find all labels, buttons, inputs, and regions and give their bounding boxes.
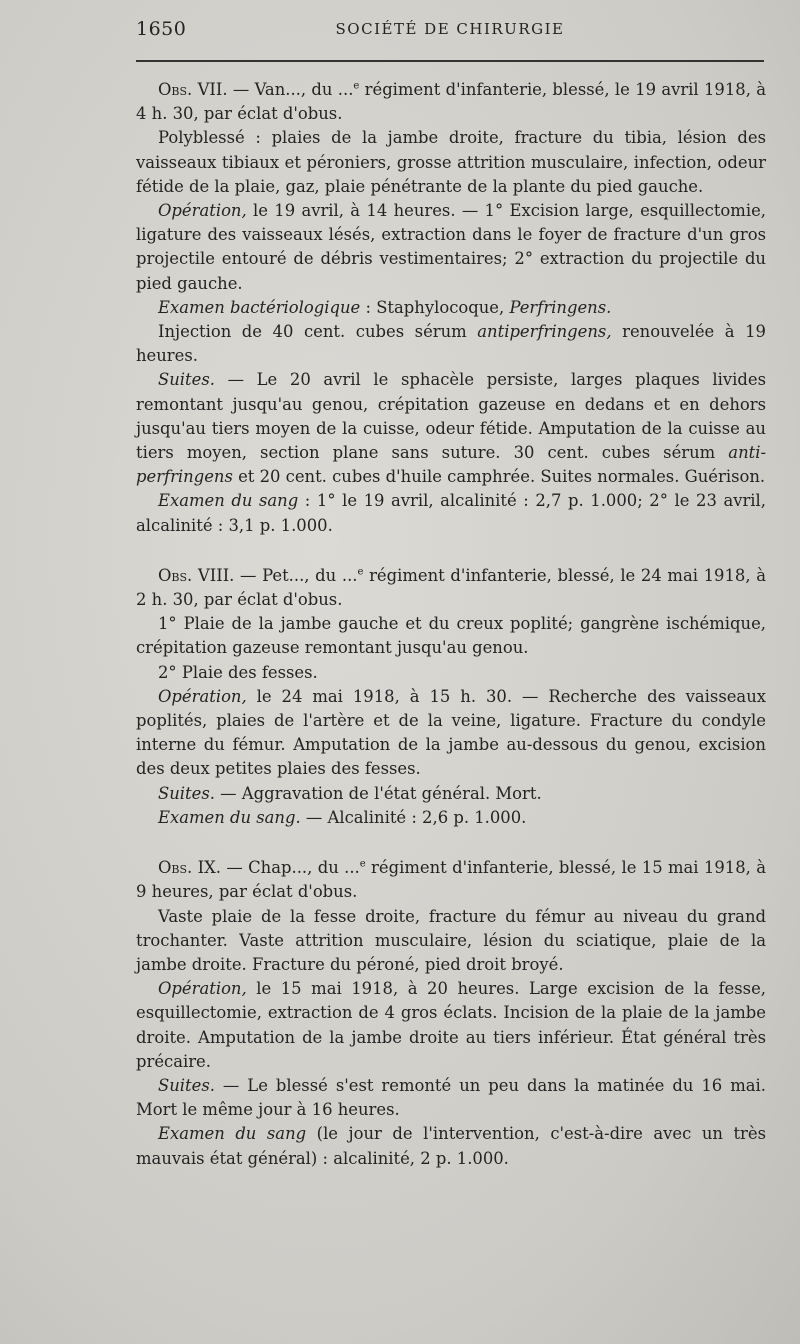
bacteriology-label: Examen bactériologique <box>158 297 361 317</box>
suites-label: Suites. <box>158 783 215 803</box>
blood-exam-paragraph: Examen du sang : 1° le 19 avril, alcalinité : 2,7 p. 1.000; 2° le 23 avril, alcalinité : 3,1 p. 1.000. <box>136 491 767 535</box>
page-header <box>136 18 764 42</box>
observation-ix <box>136 856 766 1171</box>
suites-label: Suites. <box>158 1075 215 1095</box>
document-body <box>136 78 766 1171</box>
observation-description: 1° Plaie de la jambe gauche et du creux poplité; gangrène ischémique, crépitation gazeuse remontant jusqu'au genou. <box>136 614 766 658</box>
observation-label: Obs. VII. <box>158 80 228 99</box>
observation-vii <box>136 78 766 538</box>
blood-exam-label: Examen du sang <box>158 1124 307 1144</box>
observation-description-2: 2° Plaie des fesses. <box>158 662 318 682</box>
observation-description: Vaste plaie de la fesse droite, fracture du fémur au niveau du grand trochanter. Vaste attrition musculaire, lésion du sciatique, plaie de la jambe droite. Fracture du péroné, pied droit broyé. <box>136 906 766 974</box>
page-number: 1650 <box>136 18 187 40</box>
blood-exam-paragraph: Examen du sang. — Alcalinité : 2,6 p. 1.000. <box>158 807 527 827</box>
blood-exam-label: Examen du sang. <box>158 807 301 827</box>
observation-intro: Obs. VIII. — Pet..., du ...$^e$ régiment d'infanterie, blessé, le 24 mai 1918, à 2 h. 30, par éclat d'obus. <box>136 565 766 610</box>
suites-paragraph: Suites. — Le blessé s'est remonté un peu dans la matinée du 16 mai. Mort le même jour à 16 heures. <box>136 1075 766 1120</box>
observation-description: Polyblessé : plaies de la jambe droite, fracture du tibia, lésion des vaisseaux tibiaux et péroniers, grosse attrition musculaire, infection, odeur fétide de la plaie, gaz, plaie pénétrante de la plante du pied gauche. <box>136 128 766 196</box>
observation-label: Obs. VIII. <box>158 565 235 585</box>
bacteriology-paragraph: Examen bactériologique : Staphylocoque, Perfringens. <box>158 297 612 317</box>
header-rule <box>136 60 764 62</box>
operation-paragraph: Opération, le 19 avril, à 14 heures. — 1° Excision large, esquillectomie, ligature des vaisseaux lésés, extraction dans le foyer de fracture d'un gros projectile entouré de débris vestimentaires; 2° extraction du projectile du pied gauche. <box>136 201 766 293</box>
suites-label: Suites. <box>158 370 215 390</box>
operation-paragraph: Opération, le 15 mai 1918, à 20 heures. Large excision de la fesse, esquillectomie, extraction de 4 gros éclats. Incision de la plaie de la jambe droite. Amputation de la jambe droite au tiers inférieur. État général très précaire. <box>136 979 766 1071</box>
blood-exam-label: Examen du sang <box>158 491 299 511</box>
operation-label: Opération, <box>158 686 247 706</box>
observation-intro: Obs. VII. — Van..., du ...$^e$ régiment d'infanterie, blessé, le 19 avril 1918, à 4 h. 30, par éclat d'obus. <box>136 80 766 124</box>
operation-paragraph: Opération, le 24 mai 1918, à 15 h. 30. — Recherche des vaisseaux poplités, plaies de l'artère et de la veine, ligature. Fracture du condyle interne du fémur. Amputation de la jambe au-dessous du genou, excision des deux petites plaies des fesses. <box>136 686 766 779</box>
operation-label: Opération, <box>158 201 247 221</box>
blood-exam-paragraph: Examen du sang (le jour de l'intervention, c'est-à-dire avec un très mauvais état général) : alcalinité, 2 p. 1.000. <box>136 1124 766 1168</box>
injection-paragraph: Injection de 40 cent. cubes sérum antiperfringens, renouvelée à 19 heures. <box>136 322 766 366</box>
suites-paragraph: Suites. — Aggravation de l'état général. Mort. <box>158 783 542 803</box>
suites-paragraph: Suites. — Le 20 avril le sphacèle persiste, larges plaques livides remontant jusqu'au genou, crépitation gazeuse en dedans et en dehors jusqu'au tiers moyen de la cuisse, odeur fétide. Amputation de la cuisse au tiers moyen, section plane sans suture. 30 cent. cubes sérum anti-perfringens et 20 cent. cubes d'huile camphrée. Suites normales. Guérison. <box>136 370 766 487</box>
observation-label: Obs. IX. <box>158 858 221 878</box>
running-title: SOCIÉTÉ DE CHIRURGIE <box>335 20 565 38</box>
operation-label: Opération, <box>158 979 247 999</box>
observation-intro: Obs. IX. — Chap..., du ...$^e$ régiment d'infanterie, blessé, le 15 mai 1918, à 9 heures, par éclat d'obus. <box>136 858 766 902</box>
observation-viii <box>136 564 766 830</box>
